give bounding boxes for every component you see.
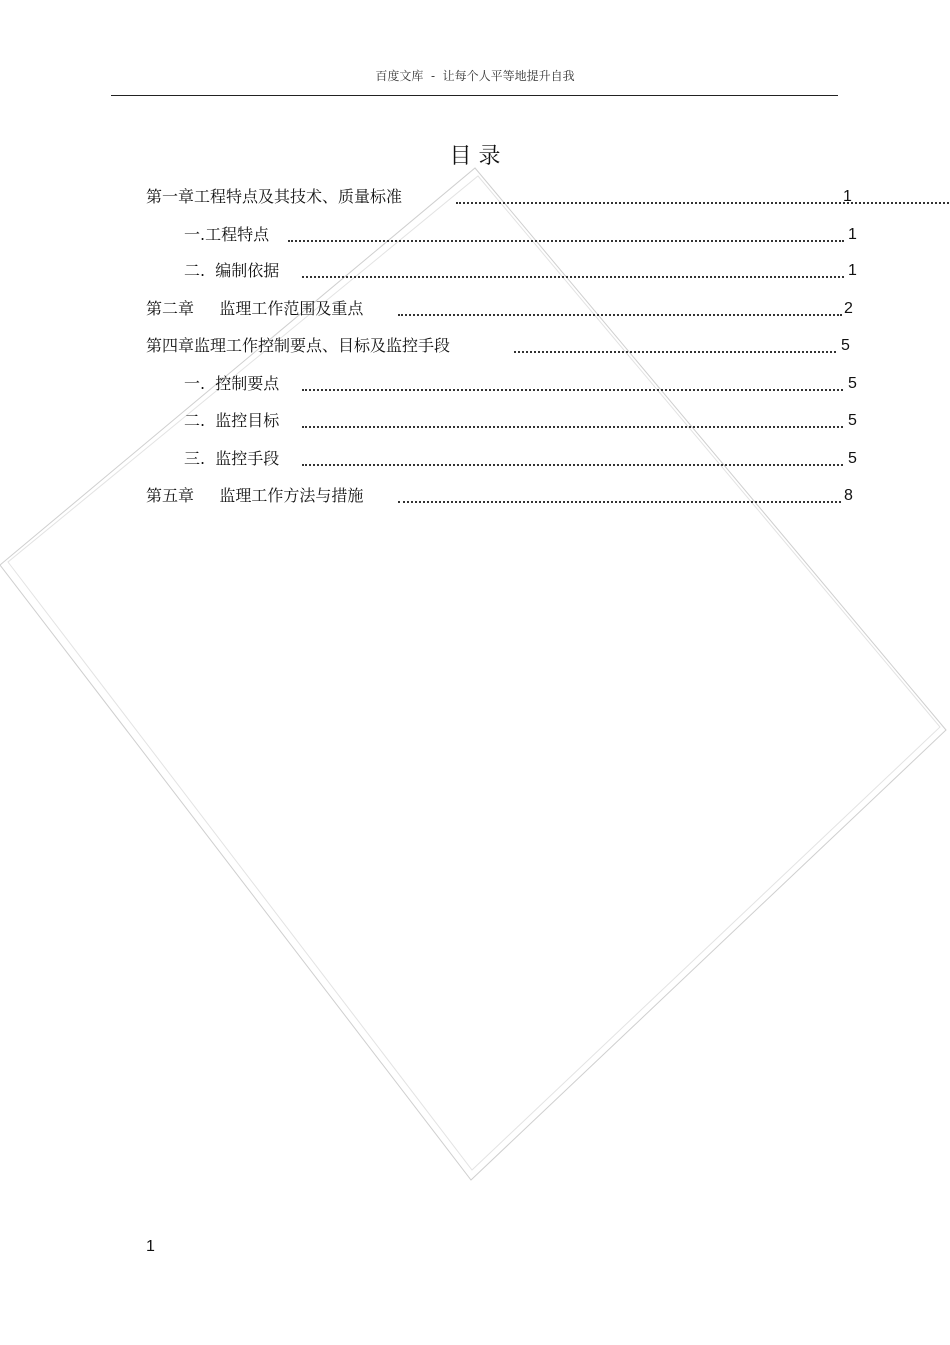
toc-entry-chapter-4[interactable] <box>146 335 858 357</box>
toc-entry-label: 二. 监控目标 <box>184 411 280 430</box>
toc-entry-page: 1 <box>843 188 852 205</box>
toc-entry-label: 第五章 监理工作方法与措施 <box>146 486 364 505</box>
toc-entry-chapter-2[interactable] <box>146 298 858 320</box>
toc-leader-dots <box>302 420 843 428</box>
toc-entry-page: 5 <box>848 412 857 429</box>
toc-entry-section-4-3[interactable] <box>184 448 859 470</box>
toc-title: 目 录 <box>449 144 501 169</box>
toc-entry-page: 2 <box>844 300 853 317</box>
toc-entry-chapter-5[interactable] <box>146 485 859 507</box>
toc-entry-page: 5 <box>841 337 850 354</box>
table-of-contents <box>0 0 950 600</box>
toc-entry-label: 三. 监控手段 <box>184 449 280 468</box>
toc-entry-label: 一. 控制要点 <box>184 374 280 393</box>
header-tagline: 百度文库 - 让每个人平等地提升自我 <box>375 69 575 83</box>
toc-entry-page: 8 <box>844 487 853 504</box>
toc-leader-dots <box>398 495 841 503</box>
toc-leader-dots <box>302 383 843 391</box>
toc-entry-label: 一.工程特点 <box>184 225 270 244</box>
toc-entry-section-4-1[interactable] <box>184 373 859 395</box>
toc-entry-label: 二. 编制依据 <box>184 261 280 280</box>
toc-entry-chapter-1[interactable] <box>146 186 856 208</box>
toc-leader-dots <box>456 196 950 204</box>
toc-entry-section-1-2[interactable] <box>184 260 859 282</box>
toc-leader-dots <box>398 308 842 316</box>
toc-leader-dots <box>288 234 844 242</box>
toc-leader-dots <box>302 458 843 466</box>
toc-entry-page: 1 <box>848 262 857 279</box>
toc-entry-label: 第二章 监理工作范围及重点 <box>146 299 364 318</box>
toc-leader-dots <box>302 270 844 278</box>
toc-entry-page: 5 <box>848 375 857 392</box>
toc-entry-section-1-1[interactable] <box>184 224 859 246</box>
toc-entry-section-4-2[interactable] <box>184 410 859 432</box>
toc-entry-label: 第四章监理工作控制要点、目标及监控手段 <box>146 336 451 355</box>
toc-entry-page: 1 <box>848 226 857 243</box>
toc-entry-label: 第一章工程特点及其技术、质量标准 <box>146 187 403 206</box>
toc-entry-page: 5 <box>848 450 857 467</box>
toc-leader-dots <box>514 345 836 353</box>
page-number: 1 <box>146 1238 155 1255</box>
